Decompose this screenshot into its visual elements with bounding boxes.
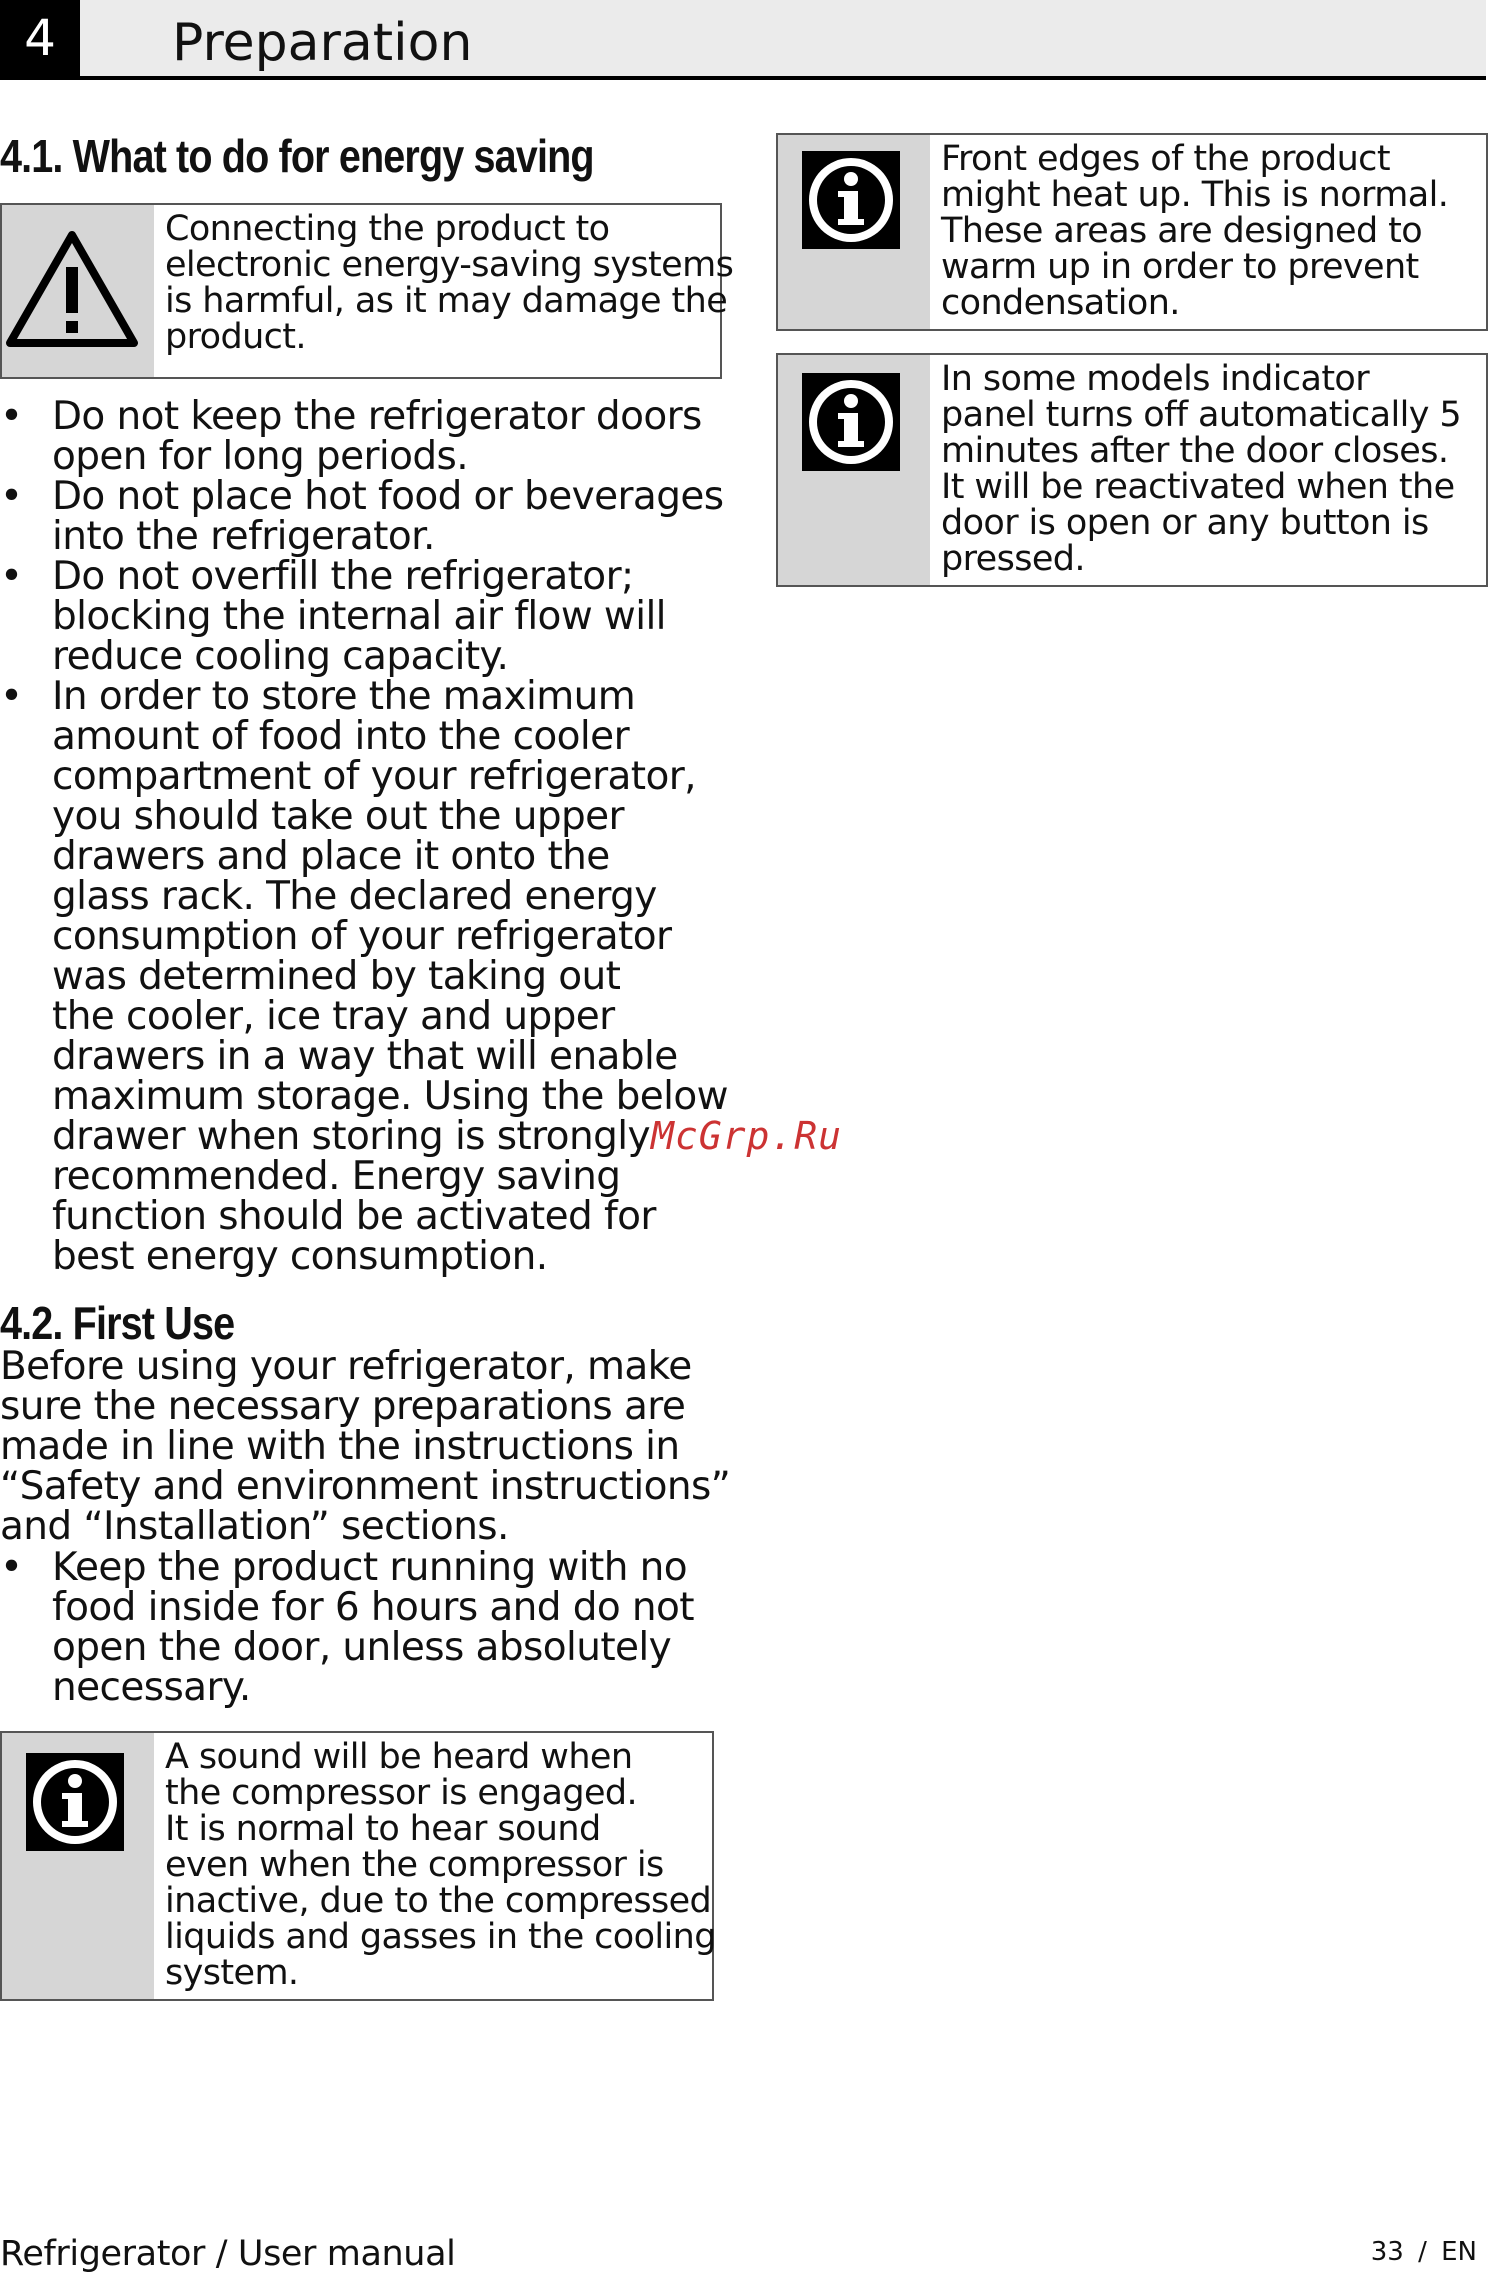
list-item-line: was determined by taking out: [52, 954, 621, 999]
warning-icon-cell: [2, 205, 154, 377]
info-line: system.: [165, 1953, 299, 1993]
info-line: In some models indicator: [941, 359, 1370, 399]
list-item-line: drawers in a way that will enable: [52, 1034, 678, 1079]
right-column: [776, 133, 1488, 587]
list-item: [0, 394, 722, 479]
info-line: door is open or any button is: [941, 503, 1429, 543]
warning-box: [0, 203, 734, 379]
list-item-line: compartment of your refrigerator,: [52, 754, 696, 799]
warning-line: Connecting the product to: [165, 209, 610, 249]
info-line: These areas are designed to: [941, 211, 1423, 251]
list-item-line: Keep the product running with no: [52, 1545, 687, 1590]
list-item-line: food inside for 6 hours and do not: [52, 1585, 694, 1630]
list-item: [0, 474, 724, 559]
list-item-line: consumption of your refrigerator: [52, 914, 672, 959]
info-icon-cell: [778, 355, 930, 585]
list-item: [0, 554, 722, 679]
intro-line: Before using your refrigerator, make: [0, 1344, 692, 1389]
chapter-title: Preparation: [172, 13, 473, 73]
page-separator: /: [1418, 2237, 1427, 2267]
list-item-line: you should take out the upper: [52, 794, 624, 839]
info-line: panel turns off automatically 5: [941, 395, 1462, 435]
bullet-dot-icon: •: [0, 474, 23, 519]
list-item-line: amount of food into the cooler: [52, 714, 629, 759]
info-text: [930, 355, 1486, 585]
warning-triangle-icon: [4, 227, 140, 351]
bullet-dot-icon: •: [0, 674, 23, 719]
info-icon-cell: [2, 1733, 154, 1999]
language-code: EN: [1441, 2237, 1477, 2267]
section-heading-first-use: 4.2. First Use: [0, 1297, 235, 1349]
bullet-dot-icon: •: [0, 394, 23, 439]
info-line: the compressor is engaged.: [165, 1773, 638, 1813]
list-item-line: maximum storage. Using the below: [52, 1074, 728, 1119]
info-icon-cell: [778, 135, 930, 329]
warning-text: [154, 205, 739, 377]
bullet-dot-icon: •: [0, 1545, 23, 1590]
list-item-line: open for long periods.: [52, 434, 469, 479]
list-item-line: blocking the internal air flow will: [52, 594, 666, 639]
info-line: warm up in order to prevent: [941, 247, 1419, 287]
list-item-line: recommended. Energy saving: [52, 1154, 621, 1199]
chapter-header: [0, 0, 1486, 80]
info-box-indicator-panel: [776, 353, 1488, 587]
info-icon: [802, 151, 900, 249]
info-line: inactive, due to the compressed: [165, 1881, 712, 1921]
info-line: might heat up. This is normal.: [941, 175, 1449, 215]
energy-saving-list: [0, 394, 728, 1279]
info-line: liquids and gasses in the cooling: [165, 1917, 716, 1957]
bullet-dot-icon: •: [0, 554, 23, 599]
list-item-line: Do not overfill the refrigerator;: [52, 554, 634, 599]
list-item: [0, 674, 728, 1279]
info-line: pressed.: [941, 539, 1085, 579]
list-item-line: open the door, unless absolutely: [52, 1625, 672, 1670]
list-item-line: reduce cooling capacity.: [52, 634, 509, 679]
info-line: A sound will be heard when: [165, 1737, 633, 1777]
intro-line: sure the necessary preparations are: [0, 1384, 686, 1429]
warning-line: electronic energy-saving systems: [165, 245, 734, 285]
left-column: [0, 128, 734, 2001]
first-use-list: [0, 1545, 722, 1710]
info-line: It will be reactivated when the: [941, 467, 1455, 507]
list-item-line: drawer when storing is strongly: [52, 1114, 650, 1159]
info-box-front-edges: [776, 133, 1488, 331]
info-line: minutes after the door closes.: [941, 431, 1449, 471]
info-text: [930, 135, 1486, 329]
list-item-line: necessary.: [52, 1665, 251, 1710]
info-line: even when the compressor is: [165, 1845, 664, 1885]
list-item-line: Do not place hot food or beverages: [52, 474, 724, 519]
info-line: It is normal to hear sound: [165, 1809, 601, 1849]
list-item-line: best energy consumption.: [52, 1234, 548, 1279]
list-item-line: function should be activated for: [52, 1194, 656, 1239]
chapter-number: 4: [0, 0, 80, 76]
list-item: [0, 1545, 722, 1710]
watermark: McGrp.Ru: [651, 1114, 843, 1158]
footer-manual-title: Refrigerator / User manual: [0, 2234, 456, 2274]
list-item-line: Do not keep the refrigerator doors: [52, 394, 702, 439]
info-box-compressor: [0, 1731, 714, 2001]
info-text: [154, 1733, 722, 1999]
warning-line: product.: [165, 317, 306, 357]
list-item-line: the cooler, ice tray and upper: [52, 994, 615, 1039]
info-icon: [802, 373, 900, 471]
info-line: Front edges of the product: [941, 139, 1390, 179]
section-heading-energy-saving: 4.1. What to do for energy saving: [0, 130, 594, 182]
intro-line: made in line with the instructions in: [0, 1424, 680, 1469]
list-item-line: into the refrigerator.: [52, 514, 435, 559]
footer-page-info: [1365, 2234, 1477, 2270]
warning-line: is harmful, as it may damage the: [165, 281, 728, 321]
list-item-line: drawers and place it onto the: [52, 834, 610, 879]
info-line: condensation.: [941, 283, 1180, 323]
first-use-intro: [0, 1344, 731, 1549]
list-item-line: glass rack. The declared energy: [52, 874, 657, 919]
page-number: 33: [1370, 2237, 1404, 2267]
info-icon: [26, 1753, 124, 1851]
list-item-line: In order to store the maximum: [52, 674, 636, 719]
intro-line: “Safety and environment instructions”: [0, 1464, 731, 1509]
intro-line: and “Installation” sections.: [0, 1504, 509, 1549]
